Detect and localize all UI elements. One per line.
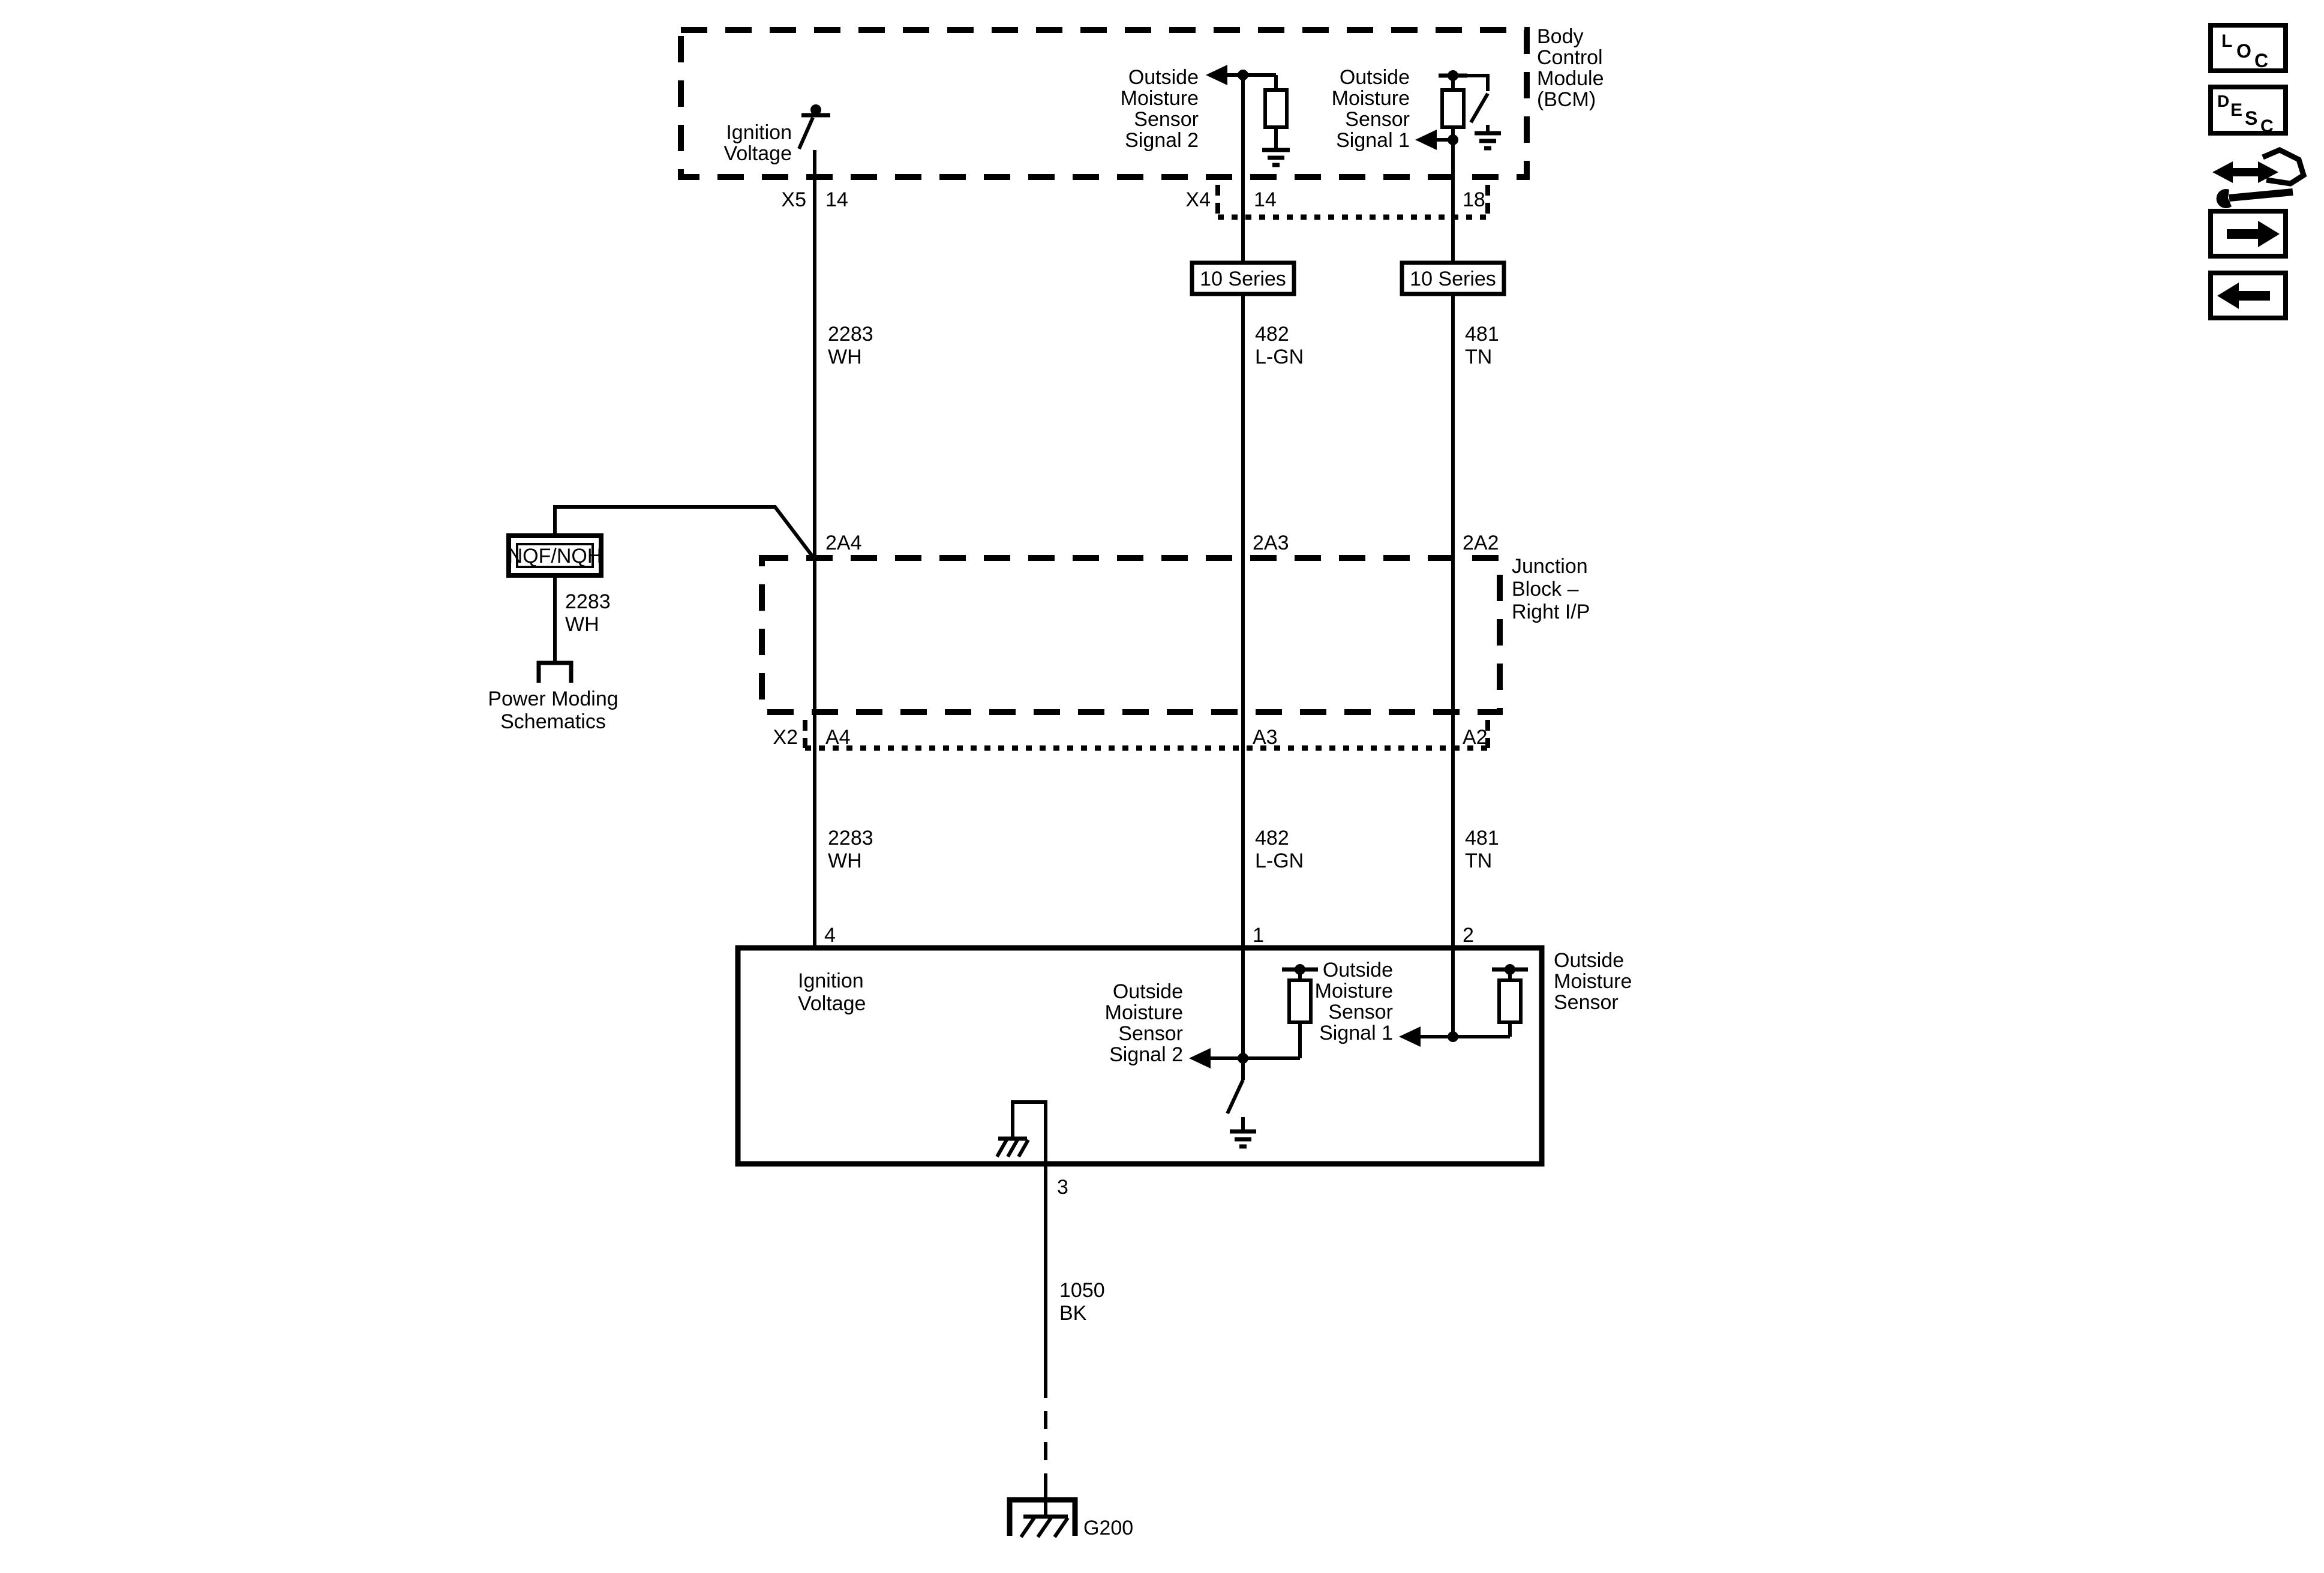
sensor-pin-4: 4 xyxy=(824,924,836,947)
wire3-upper-color: TN xyxy=(1465,346,1493,368)
connector-x5-pin: 14 xyxy=(825,188,848,211)
wire2-lower-color: L-GN xyxy=(1255,849,1304,872)
loc-letter: L xyxy=(2221,31,2233,51)
junction-block-title: Right I/P xyxy=(1512,601,1590,623)
g200-label: G200 xyxy=(1083,1517,1134,1539)
nqf-wire-circuit: 2283 xyxy=(565,590,611,613)
sensor-signal1-label: Outside xyxy=(1322,959,1393,981)
offpage-connector-bracket xyxy=(539,663,571,683)
bcm-signal2-label: Moisture xyxy=(1120,87,1199,110)
sensor-pin-1: 1 xyxy=(1253,924,1264,947)
inline-connector-right xyxy=(1402,263,1504,294)
wire2-upper-color: L-GN xyxy=(1255,346,1304,368)
junction-block-title: Junction xyxy=(1512,555,1588,578)
bcm-title-line: Module xyxy=(1537,67,1604,90)
wire1-upper-circuit: 2283 xyxy=(828,323,873,346)
connector-x2-pinA2: A2 xyxy=(1463,726,1488,749)
sensor-pin-3: 3 xyxy=(1057,1176,1068,1199)
sensor-signal2-label: Outside xyxy=(1112,980,1183,1003)
sensor-signal2-network xyxy=(1105,964,1318,1146)
wire3-lower-color: TN xyxy=(1465,849,1493,872)
connector-x5-name: X5 xyxy=(781,188,806,211)
desc-letter: C xyxy=(2260,116,2274,136)
bcm-title-line: Body xyxy=(1537,25,1584,48)
sensor-signal1-resistor xyxy=(1499,980,1521,1022)
connector-x2 xyxy=(773,720,1488,749)
ground-wire-color: BK xyxy=(1059,1302,1087,1325)
junction-block xyxy=(762,532,1590,712)
connector-x2-name: X2 xyxy=(773,726,798,749)
connector-x4-name: X4 xyxy=(1185,188,1211,211)
upper-wire-labels xyxy=(828,323,1499,368)
nqf-branch xyxy=(488,507,815,733)
bcm-signal1-label: Outside xyxy=(1339,66,1410,89)
bcm-title-line: Control xyxy=(1537,46,1603,69)
bcm-signal2-label: Signal 2 xyxy=(1125,129,1199,152)
sensor-title: Outside xyxy=(1554,949,1625,972)
wire2-upper-circuit: 482 xyxy=(1255,323,1289,346)
sensor-signal2-resistor xyxy=(1289,980,1311,1022)
loc-letter: O xyxy=(2236,40,2251,62)
desc-letter: D xyxy=(2217,92,2230,110)
jb-pin-2a2: 2A2 xyxy=(1463,532,1499,554)
inline-connector-left-label: 10 Series xyxy=(1200,268,1286,290)
bcm-signal2-label: Outside xyxy=(1128,66,1199,89)
wire1-upper-color: WH xyxy=(828,346,862,368)
sensor-signal1-network xyxy=(1315,959,1528,1047)
sensor-signal1-label: Sensor xyxy=(1328,1001,1393,1023)
bcm-signal1-label: Sensor xyxy=(1345,108,1410,131)
sensor-title: Sensor xyxy=(1554,991,1619,1014)
junction-block-border xyxy=(762,558,1500,712)
jb-pin-2a4: 2A4 xyxy=(825,532,862,554)
bcm-title-line: (BCM) xyxy=(1537,88,1596,111)
sensor-signal1-label: Moisture xyxy=(1314,980,1393,1002)
connector-x4-pin18: 18 xyxy=(1463,188,1485,211)
wire1-lower-color: WH xyxy=(828,849,862,872)
sensor-signal2-label: Sensor xyxy=(1118,1022,1183,1045)
sensor-pin-2: 2 xyxy=(1463,924,1474,947)
power-moding-label: Power Moding xyxy=(488,688,618,710)
jb-pin-2a3: 2A3 xyxy=(1253,532,1289,554)
sensor-signal2-label: Moisture xyxy=(1104,1001,1183,1024)
bcm-ignition-label: Ignition xyxy=(726,121,792,144)
nqf-wire-color: WH xyxy=(565,613,599,636)
bcm-signal2-label: Sensor xyxy=(1134,108,1199,131)
loc-button[interactable] xyxy=(2211,25,2286,71)
bcm-module xyxy=(681,25,1604,177)
power-moding-label: Schematics xyxy=(500,710,606,733)
nqf-label: NQF/NQH xyxy=(508,545,602,568)
desc-button[interactable] xyxy=(2211,87,2286,136)
bcm-signal2-network xyxy=(1121,65,1290,165)
sensor-signal2-label: Signal 2 xyxy=(1109,1043,1183,1066)
wire1-lower-circuit: 2283 xyxy=(828,827,873,849)
inline-connector-right-label: 10 Series xyxy=(1410,268,1496,290)
fix-wrench-icon[interactable] xyxy=(2212,150,2304,208)
sensor-pin3-ground xyxy=(997,1102,1046,1164)
bcm-signal1-label: Moisture xyxy=(1331,87,1410,110)
back-arrow-button[interactable] xyxy=(2211,273,2286,318)
sensor-ignition-label: Voltage xyxy=(798,992,866,1015)
lower-wire-labels xyxy=(828,827,1499,872)
bcm-signal1-label: Signal 1 xyxy=(1336,129,1410,152)
loc-letter: C xyxy=(2254,50,2269,71)
ground-run xyxy=(1010,1164,1133,1539)
bcm-signal1-network xyxy=(1332,66,1501,152)
bcm-ignition-label: Voltage xyxy=(723,142,792,165)
sensor-ignition-label: Ignition xyxy=(798,969,864,992)
junction-block-title: Block – xyxy=(1512,578,1579,601)
toolbar-icons xyxy=(2211,25,2304,318)
sensor-signal1-label: Signal 1 xyxy=(1319,1022,1393,1044)
desc-letter: E xyxy=(2230,100,2243,120)
forward-arrow-button[interactable] xyxy=(2211,211,2286,256)
connector-x2-pinA3: A3 xyxy=(1253,726,1278,749)
connector-x4 xyxy=(1185,185,1488,217)
connector-x2-pinA4: A4 xyxy=(825,726,851,749)
circuit-wires xyxy=(815,75,1453,1058)
wire3-lower-circuit: 481 xyxy=(1465,827,1499,849)
connector-x4-pin14: 14 xyxy=(1254,188,1277,211)
moisture-sensor-module xyxy=(738,924,1632,1164)
wire3-upper-circuit: 481 xyxy=(1465,323,1499,346)
inline-connector-left xyxy=(1192,263,1294,294)
wire2-lower-circuit: 482 xyxy=(1255,827,1289,849)
sensor-title: Moisture xyxy=(1554,970,1632,993)
bcm-signal1-resistor xyxy=(1442,90,1464,127)
g200-ground-symbol xyxy=(1010,1500,1075,1537)
desc-letter: S xyxy=(2245,107,2258,129)
bcm-signal2-resistor xyxy=(1265,90,1287,127)
ground-wire-circuit: 1050 xyxy=(1059,1279,1105,1302)
